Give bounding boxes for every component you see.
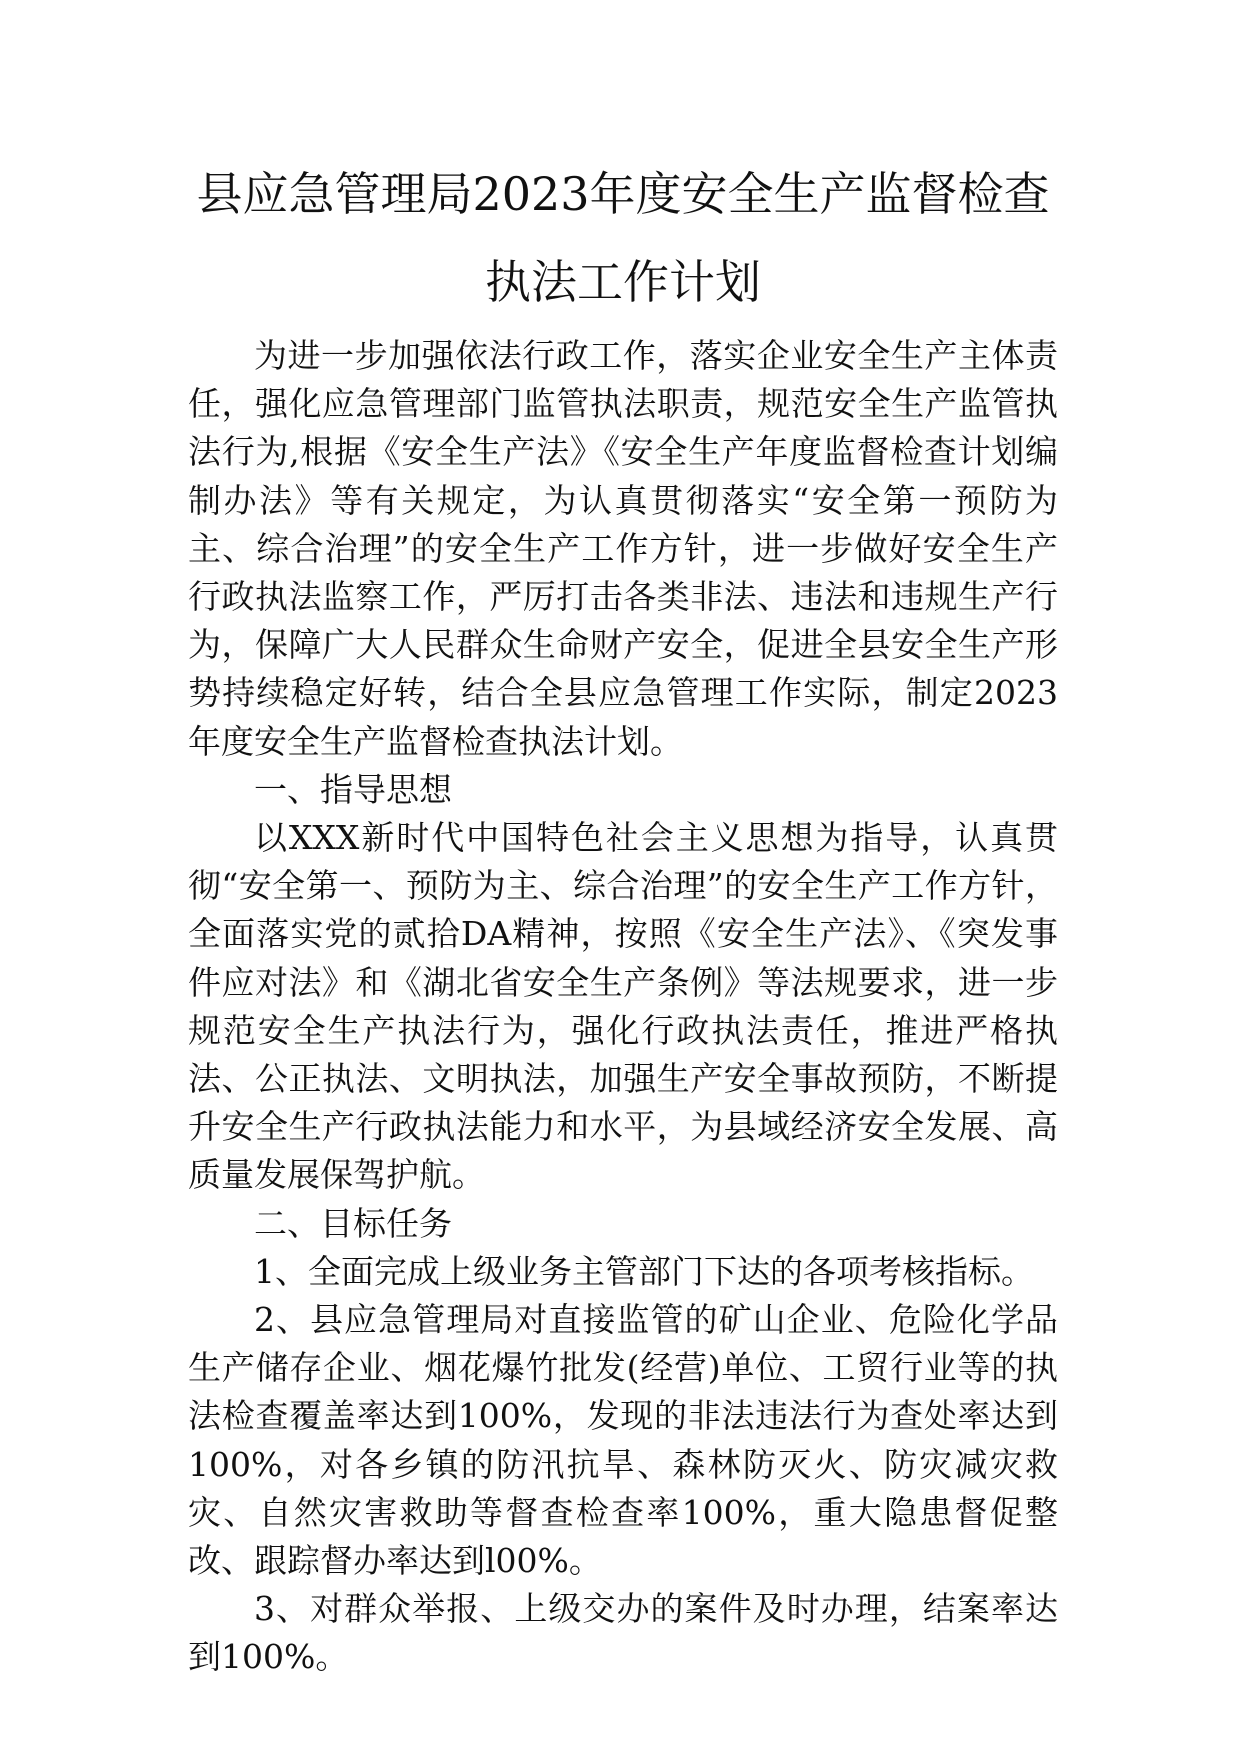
guiding-thought-paragraph: 以XXX新时代中国特色社会主义思想为指导，认真贯彻“安全第一、预防为主、综合治理”的安全生产工作方针，全面落实党的贰拾DA精神，按照《安全生产法》、《突发事件应对法》和《湖北省安全生产条例》等法规要求，进一步规范安全生产执法行为，强化行政执法责任，推进严格执法、公正执法、文明执法，加强生产安全事故预防，不断提升安全生产行政执法能力和水平，为县域经济安全发展、高质量发展保驾护航。 [188, 818, 1058, 1195]
document-body [188, 332, 1058, 1682]
goal-item-2: 2、县应急管理局对直接监管的矿山企业、危险化学品生产储存企业、烟花爆竹批发(经营)单位、工贸行业等的执法检查覆盖率达到100%，发现的非法违法行为查处率达到100%，对各乡镇的防汛抗旱、森林防灭火、防灾减灾救灾、自然灾害救助等督查检查率100%，重大隐患督促整改、跟踪督办率达到l00%。 [188, 1300, 1058, 1581]
document-title [188, 150, 1058, 326]
title-line-1: 县应急管理局2023年度安全生产监督检查 [196, 167, 1050, 221]
document-page [188, 150, 1058, 1682]
section-heading-guiding-thought: 一、指导思想 [254, 769, 452, 809]
goal-item-1: 1、全面完成上级业务主管部门下达的各项考核指标。 [254, 1251, 1034, 1291]
title-line-2: 执法工作计划 [485, 255, 761, 309]
intro-paragraph: 为进一步加强依法行政工作，落实企业安全生产主体责任，强化应急管理部门监管执法职责，规范安全生产监管执法行为,根据《安全生产法》《安全生产年度监督检查计划编制办法》等有关规定，为认真贯彻落实“安全第一预防为主、综合治理”的安全生产工作方针，进一步做好安全生产行政执法监察工作，严厉打击各类非法、违法和违规生产行为，保障广大人民群众生命财产安全，促进全县安全生产形势持续稳定好转，结合全县应急管理工作实际，制定2023年度安全生产监督检查执法计划。 [188, 336, 1058, 761]
section-heading-goals: 二、目标任务 [254, 1203, 452, 1243]
goal-item-3: 3、对群众举报、上级交办的案件及时办理，结案率达到100%。 [188, 1589, 1058, 1677]
